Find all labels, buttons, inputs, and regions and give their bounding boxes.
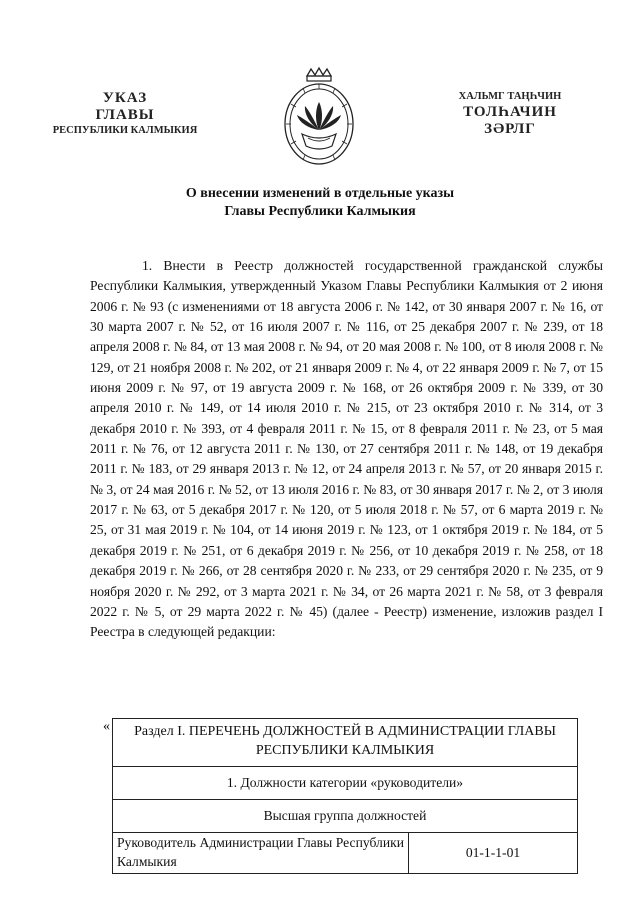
header-left-line2: ГЛАВЫ	[95, 107, 155, 123]
table-group: Высшая группа должностей	[113, 800, 578, 833]
header-right-line3: ЗӘРЛГ	[484, 121, 536, 137]
header-right-line1: ХАЛЬМГ ТАҢҺЧИН	[458, 91, 562, 102]
document-title-line1: О внесении изменений в отдельные указы	[185, 186, 455, 201]
table-row	[113, 833, 578, 874]
position-code: 01-1-1-01	[409, 833, 578, 874]
header-right-line2: ТОЛҺАЧИН	[463, 104, 557, 120]
header-right	[445, 90, 575, 138]
table-section-heading-row	[113, 719, 578, 767]
header-left-line1: УКАЗ	[102, 90, 148, 106]
coat-of-arms-icon	[280, 66, 358, 176]
table-category: 1. Должности категории «руководители»	[113, 767, 578, 800]
body-paragraph	[90, 256, 603, 643]
document-title-line2: Главы Республики Калмыкия	[224, 204, 416, 219]
table-category-row	[113, 767, 578, 800]
table-group-row	[113, 800, 578, 833]
document-title	[120, 185, 520, 221]
registry-table	[112, 718, 578, 874]
open-quote: «	[103, 719, 110, 734]
body-text: 1. Внести в Реестр должностей государственной гражданской службы Республики Калмыкия, утвержденный Указом Главы Республики Калмыкия от 2 июня 2006 г. № 93 (с изменениями от 18 августа 2006 г. № 142, от 30 января 2007 г. № 16, от 30 марта 2007 г. № 52, от 16 июля 2007 г. № 116, от 25 декабря 2007 г. № 239, от 18 апреля 2008 г. № 84, от 13 мая 2008 г. № 94, от 20 мая 2008 г. № 100, от 8 июля 2008 г. № 129, от 21 ноября 2008 г. № 202, от 21 января 2009 г. № 4, от 22 января 2009 г. № 7, от 15 июня 2009 г. № 97, от 19 августа 2009 г. № 168, от 26 октября 2009 г. № 339, от 30 апреля 2010 г. № 149, от 14 июля 2010 г. № 215, от 23 октября 2010 г. № 314, от 3 декабря 2010 г. № 393, от 4 февраля 2011 г. № 15, от 8 февраля 2011 г. № 23, от 5 мая 2011 г. № 76, от 12 августа 2011 г. № 130, от 27 сентября 2011 г. № 148, от 19 декабря 2011 г. № 183, от 29 января 2013 г. № 12, от 24 апреля 2013 г. № 57, от 20 января 2015 г. № 3, от 24 мая 2016 г. № 52, от 13 июля 2016 г. № 83, от 30 января 2017 г. № 2, от 3 июля 2017 г. № 63, от 5 декабря 2017 г. № 120, от 5 июля 2018 г. № 57, от 6 марта 2019 г. № 25, от 31 мая 2019 г. № 104, от 14 июня 2019 г. № 123, от 1 октября 2019 г. № 184, от 5 декабря 2019 г. № 251, от 6 декабря 2019 г. № 256, от 10 декабря 2019 г. № 258, от 18 декабря 2019 г. № 266, от 28 сентября 2020 г. № 233, от 29 сентября 2020 г. № 235, от 9 ноября 2020 г. № 292, от 3 марта 2021 г. № 34, от 26 марта 2021 г. № 58, от 3 февраля 2022 г. № 5, от 29 марта 2022 г. № 45) (далее - Реестр) изменение, изложив раздел I Реестра в следующей редакции:	[90, 258, 603, 640]
position-name: Руководитель Администрации Главы Республики Калмыкия	[113, 833, 409, 874]
header-left-line3: РЕСПУБЛИКИ КАЛМЫКИЯ	[52, 125, 198, 136]
table-section-heading: Раздел I. ПЕРЕЧЕНЬ ДОЛЖНОСТЕЙ В АДМИНИСТРАЦИИ ГЛАВЫ РЕСПУБЛИКИ КАЛМЫКИЯ	[113, 719, 578, 767]
header-left	[40, 90, 210, 138]
